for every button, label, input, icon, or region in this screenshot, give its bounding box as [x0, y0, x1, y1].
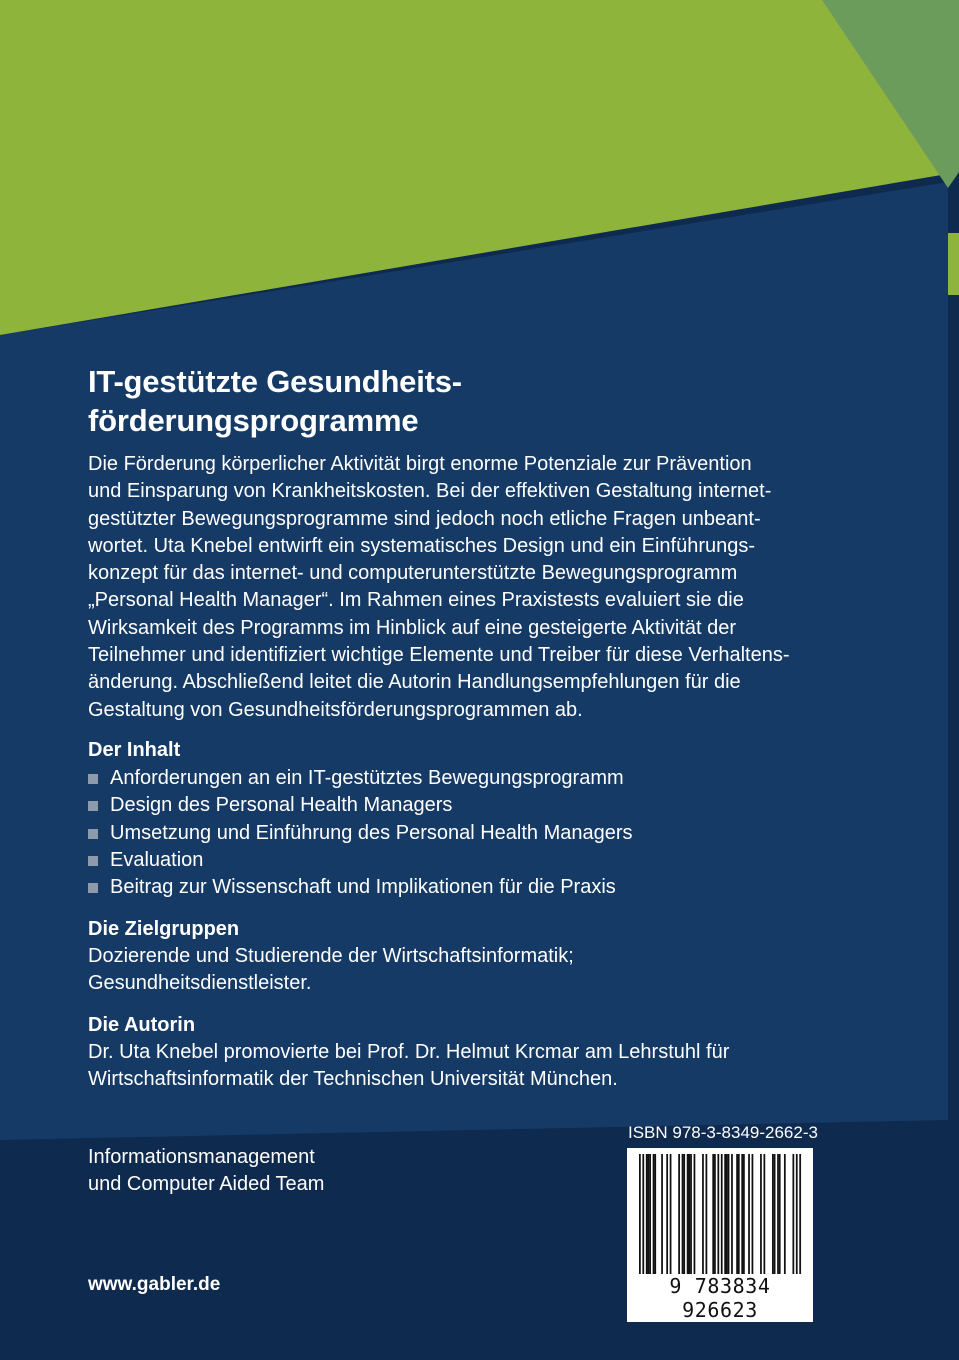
barcode-bar	[706, 1154, 708, 1274]
list-item-text: Umsetzung und Einführung des Personal Health Managers	[110, 821, 633, 844]
zielgruppen-text	[88, 943, 574, 998]
barcode-bar	[717, 1154, 719, 1282]
barcode-bar	[774, 1154, 776, 1274]
description-line: Die Förderung körperlicher Aktivität birgt enorme Potenziale zur Prävention	[88, 453, 752, 475]
barcode-bar	[712, 1154, 714, 1274]
barcode-bar	[721, 1154, 723, 1282]
description-line: Gestaltung von Gesundheitsförderungsprogrammen ab.	[88, 698, 583, 721]
inhalt-heading: Der Inhalt	[88, 739, 181, 761]
barcode-bar	[670, 1154, 672, 1274]
barcode-bar	[726, 1154, 728, 1274]
barcode-bar	[642, 1154, 644, 1282]
list-item	[88, 792, 633, 819]
barcode-bar	[752, 1154, 754, 1274]
barcode-bar	[714, 1154, 716, 1274]
publisher-website: www.gabler.de	[88, 1274, 221, 1295]
barcode-bar	[649, 1154, 651, 1274]
book-title-line-1: IT-gestützte Gesundheits-	[88, 364, 462, 399]
barcode-bar	[648, 1154, 650, 1274]
barcode-bar	[738, 1154, 740, 1274]
barcode	[627, 1148, 813, 1322]
barcode-bar	[792, 1154, 794, 1274]
barcode-bar	[731, 1154, 733, 1274]
barcode-bar	[666, 1154, 668, 1274]
zielgruppen-line: Gesundheitsdienstleister.	[88, 972, 312, 995]
book-title-line-2: förderungsprogramme	[88, 403, 419, 438]
autorin-text	[88, 1039, 729, 1094]
list-item	[88, 820, 633, 847]
description-line: und Einsparung von Krankheitskosten. Bei der effektiven Gestaltung internet-	[88, 480, 772, 503]
barcode-bar	[743, 1154, 745, 1274]
list-item	[88, 847, 633, 874]
barcode-bar	[760, 1154, 762, 1274]
barcode-bar	[796, 1154, 798, 1282]
barcode-bar	[678, 1154, 680, 1274]
barcode-bar	[694, 1154, 696, 1274]
square-bullet-icon	[88, 883, 98, 893]
series-line-1: Informationsmanagement	[88, 1146, 315, 1168]
book-description	[88, 451, 789, 724]
barcode-bar	[646, 1154, 648, 1274]
square-bullet-icon	[88, 801, 98, 811]
square-bullet-icon	[88, 829, 98, 839]
barcode-bar	[702, 1154, 704, 1274]
barcode-bar	[763, 1154, 765, 1274]
barcode-bar	[690, 1154, 692, 1274]
barcode-bar	[736, 1154, 738, 1274]
list-item-text: Beitrag zur Wissenschaft und Implikationen für die Praxis	[110, 876, 616, 899]
barcode-bar	[784, 1154, 786, 1274]
inhalt-list	[88, 765, 633, 901]
series-name	[88, 1144, 324, 1197]
barcode-bar	[799, 1154, 801, 1282]
barcode-bar	[688, 1154, 690, 1274]
barcode-bar	[683, 1154, 685, 1274]
book-title	[88, 362, 708, 440]
list-item-text: Evaluation	[110, 848, 204, 871]
barcode-bar	[748, 1154, 750, 1274]
zielgruppen-line: Dozierende und Studierende der Wirtschaftsinformatik;	[88, 945, 574, 967]
barcode-digits: 9 783834 926623	[627, 1274, 813, 1322]
barcode-bar	[724, 1154, 726, 1274]
square-bullet-icon	[88, 774, 98, 784]
autorin-line: Dr. Uta Knebel promovierte bei Prof. Dr. Helmut Krcmar am Lehrstuhl für	[88, 1041, 730, 1063]
barcode-bar	[779, 1154, 781, 1274]
list-item	[88, 874, 633, 901]
description-line: wortet. Uta Knebel entwirft ein systematisches Design und ein Einführungs-	[88, 534, 756, 557]
autorin-line: Wirtschaftsinformatik der Technischen Universität München.	[88, 1068, 618, 1091]
barcode-bar	[639, 1154, 641, 1282]
series-line-2: und Computer Aided Team	[88, 1172, 325, 1195]
description-line: konzept für das internet- und computerunterstützte Bewegungsprogramm	[88, 562, 738, 585]
barcode-bar	[653, 1154, 655, 1274]
description-line: gestützter Bewegungsprogramme sind jedoch noch etliche Fragen unbeant-	[88, 507, 761, 530]
barcode-bar	[687, 1154, 689, 1274]
list-item	[88, 765, 633, 792]
barcode-bar	[741, 1154, 743, 1274]
description-line: änderung. Abschließend leitet die Autorin Handlungsempfehlungen für die	[88, 671, 741, 694]
autorin-heading: Die Autorin	[88, 1014, 196, 1036]
list-item-text: Anforderungen an ein IT-gestütztes Bewegungsprogramm	[110, 767, 624, 789]
zielgruppen-heading: Die Zielgruppen	[88, 918, 240, 940]
description-line: Teilnehmer und identifiziert wichtige Elemente und Treiber für diese Verhaltens-	[88, 644, 790, 667]
list-item-text: Design des Personal Health Managers	[110, 794, 453, 817]
isbn-label: ISBN 978-3-8349-2662-3	[628, 1123, 818, 1142]
barcode-bar	[777, 1154, 779, 1274]
barcode-bar	[772, 1154, 774, 1274]
square-bullet-icon	[88, 856, 98, 866]
barcode-bar	[661, 1154, 663, 1274]
barcode-bar	[728, 1154, 730, 1274]
barcode-bar	[682, 1154, 684, 1274]
barcode-bar	[654, 1154, 656, 1274]
description-line: Wirksamkeit des Programms im Hinblick auf eine gesteigerte Aktivität der	[88, 616, 737, 639]
description-line: „Personal Health Manager“. Im Rahmen eines Praxistests evaluiert sie die	[88, 589, 744, 612]
